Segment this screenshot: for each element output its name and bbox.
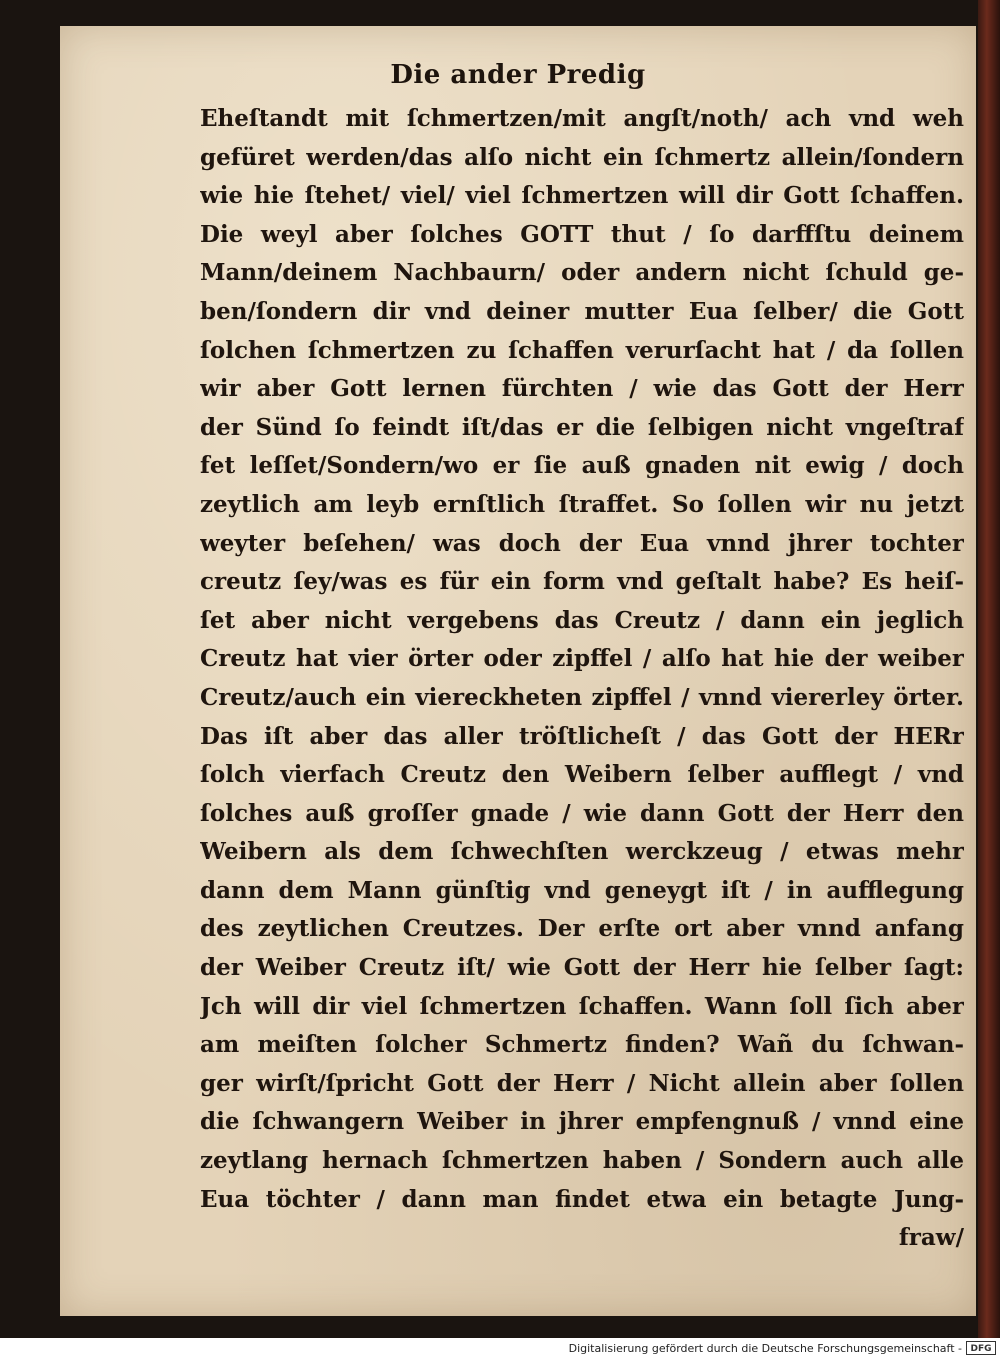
text-line: der Sünd ſo feindt iſt/das er die ſelbigen nicht vngeſtraf (200, 413, 964, 441)
text-line: zeytlich am leyb ernſtlich ſtraffet. So ſollen wir nu jetzt (200, 490, 964, 518)
text-line: ben/ſondern dir vnd deiner mutter Eua ſelber/ die Gott (200, 297, 964, 325)
text-line: ſet aber nicht vergebens das Creutz / dann ein jeglich (200, 606, 964, 634)
text-block (200, 100, 964, 1258)
text-line: Jch will dir viel ſchmertzen ſchaffen. Wann ſoll ſich aber (200, 992, 964, 1020)
funding-credit: Digitalisierung gefördert durch die Deutsche Forschungsgemeinschaft - (568, 1342, 962, 1355)
text-line: wie hie ſtehet/ viel/ viel ſchmertzen will dir Gott ſchaffen. (200, 182, 964, 210)
text-line: Mann/deinem Nachbaurn/ oder andern nicht ſchuld ge- (200, 259, 964, 287)
text-line: wir aber Gott lernen fürchten / wie das Gott der Herr (200, 375, 964, 403)
text-line: Weibern als dem ſchwechſten werckzeug / etwas mehr (200, 838, 964, 866)
text-line: ſolch vierfach Creutz den Weibern ſelber aufflegt / vnd (200, 761, 964, 789)
text-line: Eua töchter / dann man findet etwa ein betagte Jung- (200, 1185, 964, 1213)
dfg-logo-icon: DFG (966, 1341, 996, 1355)
book-edge (978, 0, 1000, 1338)
text-line: die ſchwangern Weiber in jhrer empfengnuß / vnnd eine (200, 1108, 964, 1136)
text-line: ſolchen ſchmertzen zu ſchaffen verurſacht hat / da ſollen (200, 336, 964, 364)
text-line: ger wirſt/ſpricht Gott der Herr / Nicht allein aber ſollen (200, 1069, 964, 1097)
text-line: ſolches auß groſſer gnade / wie dann Gott der Herr den (200, 799, 964, 827)
text-line: weyter beſehen/ was doch der Eua vnnd jhrer tochter (200, 529, 964, 557)
text-line: zeytlang hernach ſchmertzen haben / Sondern auch alle (200, 1147, 964, 1175)
text-line: fet leſſet/Sondern/wo er ſie auß gnaden nit ewig / doch (200, 452, 964, 480)
text-line: Das iſt aber das aller tröſtlicheſt / das Gott der HERr (200, 722, 964, 750)
text-line: der Weiber Creutz iſt/ wie Gott der Herr hie ſelber ſagt: (200, 954, 964, 982)
text-line: Eheſtandt mit ſchmertzen/mit angſt/noth/ ach vnd weh (200, 105, 964, 132)
text-line: creutz ſey/was es für ein form vnd geſtalt habe? Es heiſ- (200, 568, 964, 596)
text-line: gefüret werden/das alſo nicht ein ſchmertz allein/ſondern (200, 143, 964, 171)
text-line: dann dem Mann günſtig vnd geneygt iſt / in aufflegung (200, 876, 964, 904)
text-line: am meiſten ſolcher Schmertz finden? Wañ du ſchwan- (200, 1031, 964, 1059)
text-line: Creutz/auch ein viereckheten zipffel / vnnd viererley örter. (200, 683, 964, 711)
footer-bar (0, 1338, 1000, 1359)
text-line: Creutz hat vier örter oder zipffel / alſo hat hie der weiber (200, 645, 964, 673)
text-line: Die weyl aber ſolches GOTT thut / ſo darffſtu deinem (200, 220, 964, 248)
catchword: fraw/ (898, 1224, 964, 1252)
running-head: Die ander Predig (390, 60, 646, 90)
book-page (60, 26, 976, 1316)
text-line: des zeytlichen Creutzes. Der erſte ort aber vnnd anfang (200, 915, 964, 943)
